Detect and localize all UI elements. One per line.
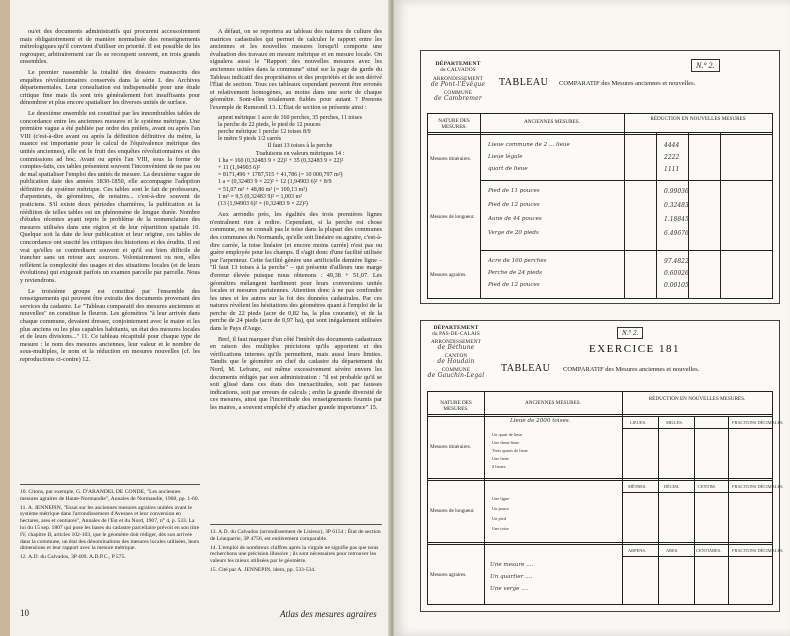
paragraph: Aux arrondis près, les égalités des trois premières lignes n'entraînent rien à redire. Cependant, si la perche est chose commune, on ne connaît pas le toise dans la plupart des communes des communes du Normands, qu'elle soit linéaire ou agraire, c'est-à-dire carrée, la toise linéaire (et encore moins carrée) n'est pas ou guère employée pour les champs. Il s'agit donc d'une facilité utilisée par l'arpenteur. Cette facilité génère une artificielle demière ligne – "Il faut 13 toises à la perche" – qui présente d'ailleurs une marge d'erreur élevée puisque nous obtenons : 49,38 + 51,07. Les géomètres mélangent hardiment pour leurs conversions unités locales et mesures parisiennes. Attention donc à ne pas confondre les unes et les autres sur la foi des données cadastrales. Par ces natures révèlent les hésitations des géomètres quant à l'emploi de la perche de 22 pieds (acre de 0,82 ha, la plus courante), et de la perche de 24 pieds (acre de 0,97 ha), qui sont inégalement utilisées dans le Pays d'Auge.: [210, 211, 382, 333]
measure-value: 2222: [664, 154, 680, 161]
subheader: ARPENS.: [628, 548, 646, 553]
header-reduction: RÉDUCTION EN NOUVELLES MESURES: [650, 116, 746, 122]
arrondissement-value: de Pont-l'Évêque: [430, 81, 486, 88]
paragraph: Bref, il faut marquer d'un côté l'intérêt des documents cadastraux en raison des multiples précisions qu'ils apportent et des vérifications internes qu'ils permettent, mais aussi leurs limites. Tandis que le géomètre en chef du cadastre du département du Nord, M. Lefranc, est même excessivement sévère envers les documents rédigés par son administration : "il est probable qu'il se soit glissé dans ces états des inexactitudes, soit par fausses indications, soit par erreurs de calculs ; enfin la grande diversité de ces mesures, ainsi que l'incertitude des renseignements fournis par les maires, a souvent empêché d'y attacher grande importance" 15.: [210, 335, 382, 412]
measure-name: Perche de 24 pieds: [488, 270, 543, 276]
measure-value: 0.32483: [664, 202, 689, 209]
formula-line: 1 ha = 160 (0,32483 9 × 22)² + 35 (0,32483 9 × 22)²: [218, 157, 344, 164]
commune-label: COMMUNE: [441, 367, 471, 373]
measure-name: Lieue commune de 2 ... lieue: [488, 142, 570, 148]
subheader: FRACTIONS DÉCIMALES.: [732, 548, 784, 553]
canton-value: de Houdain: [437, 358, 475, 365]
subheader: LIEUES.: [630, 420, 647, 425]
group-agraires: Mesures agraires.: [430, 572, 467, 578]
arrondissement-label: ARRONDISSEMENT: [430, 339, 482, 345]
measure-name: Un pouce: [492, 506, 509, 511]
formula-line: le mètre 9 pieds 1/2 carrés: [218, 136, 282, 143]
group-itineraires: Mesures itinéraires.: [430, 156, 471, 162]
formula-line: la perche de 22 pieds, le pied de 12 pouces: [218, 121, 321, 128]
subheader: ARES.: [666, 548, 679, 553]
measure-name: Un quartier ....: [490, 574, 533, 580]
measure-value: 97.4822: [664, 258, 689, 265]
measure-name: Lieue légale: [488, 154, 523, 160]
admin-header: [425, 325, 487, 379]
measure-name: Aune de 44 pouces: [488, 216, 542, 222]
footnote: 10. Citons, par exemple, G. D'ARANDEL DE CONDE, "Les anciennes mesures agraires de Haute-Normandie", Annales de Normandie, 1968, pp. 1-60.: [20, 489, 200, 502]
measure-name: Une lieue: [492, 456, 509, 461]
header-reduction: RÉDUCTION EN NOUVELLES MESURES.: [648, 396, 746, 402]
canton-label: CANTON: [444, 353, 468, 359]
footnote: 11. A. JENNEPIN, "Essai sur les anciennes mesures agraires unitées avant le système métrique dans l'arrondissement d'Avesnes et leur conversion en hectares, ares et centiares", Annales de l'Est et du Nord, 1907, n° 4, p. 533. La loi du 15 sep. 1807 qui pose les bases du cadastre parcellaire prévoit en son titre IV, chapitre II, articles 102-103, que le géomètre doit rédiger, dès son arrivée dans la commune, un état des dénominations des mesures locales utilisées, leurs dimensions et leur rapport avec la mesure métrique.: [20, 504, 200, 552]
paragraph: Le troisième groupe est constitué par l'ensemble des renseignements qui peuvent être extraits des documents provenant des services du cadastre. Le "Tableau comparatif des mesures anciennes et nouvelles" en constitue le fleuron. Les géomètres "à leur arrivée dans chaque commune, devaient dresser, conjointement avec le maire et les plus anciens ou les plus capables habitants, un état des mesures locales et de leurs divisions..." 11. Ce tableau récapitulé pour chaque type de mesure : le nom des mesures anciennes, leur valeur et le nombre de sous-multiples, le nom et la réduction en mesures nouvelles (cf. les reproductions ci-contre) 12.: [20, 287, 200, 363]
group-longueur: Mesures de longueur.: [430, 508, 475, 514]
page-number: 10: [20, 608, 29, 618]
admin-header: [427, 61, 489, 102]
measure-name: Une ligne: [492, 496, 510, 501]
subheader: MILLES.: [666, 420, 683, 425]
lieue-definition: Lieue de 2000 toises.: [510, 418, 571, 424]
measure-name: Pied de 11 pouces: [488, 188, 540, 194]
book-spread: [10, 0, 790, 636]
right-page: [394, 0, 790, 636]
footnotes-left: [20, 484, 200, 563]
subheader: CENTIARES.: [696, 548, 722, 553]
group-longueur: Mesures de longueur.: [430, 214, 475, 220]
exercice-label: EXERCICE 181: [589, 343, 681, 355]
footnote: 15. Cité par A. JENNEPIN, idem, pp. 533-534.: [210, 566, 316, 573]
formula-line: 1 m² = 9,5 (0,32483 9)² = 1,003 m²: [218, 193, 302, 200]
measures-table: [427, 391, 784, 605]
footnote: 13. A.D. du Calvados (arrondissement de Lisieux), 3P 6154 ; État de section de Léaupartie, 3P 4756, est entièrement comparable.: [210, 529, 381, 542]
measure-name: Une mesure ....: [490, 562, 534, 568]
formula-line: + 11 (1,94903 6)²: [218, 164, 260, 171]
table-title: TABLEAU: [499, 77, 549, 88]
header-nature: NATURE DES MESURES.: [438, 118, 470, 130]
formula-line: = 51,07 m² + 48,86 m² (= 100,13 m²): [218, 186, 308, 193]
subheader: DÉCIM.: [664, 484, 680, 489]
measure-name: quart de lieue: [488, 166, 528, 172]
subheader: FRACTIONS DÉCIMALES.: [732, 484, 784, 489]
table-number-badge: N.° 2.: [691, 59, 720, 72]
cadastral-table-pas-de-calais: [420, 320, 784, 612]
footnotes-right: [210, 524, 382, 576]
department-value: du CALVADOS: [440, 67, 476, 73]
department-label: DÉPARTEMENT: [435, 61, 481, 67]
department-value: du PAS-DE-CALAIS: [432, 331, 480, 337]
measure-name: Une verge ....: [490, 586, 529, 592]
footnote: 14. L'emploi de nombreux chiffres après la virgule ne signifie pas que nous recherchons une précision illusoire ; ils sont nécessaires pour retrouver les valeurs les mieux utilisées par le géomètre.: [210, 544, 379, 565]
measure-value: 1.18845: [664, 216, 689, 223]
measure-name: Pied de 12 pouces: [488, 202, 540, 208]
measure-name: Un pied: [492, 516, 507, 521]
header-anciennes: ANCIENNES MESURES.: [524, 119, 580, 125]
conversion-formula: [218, 115, 382, 209]
arrondissement-label: ARRONDISSEMENT: [432, 76, 484, 82]
paragraph: ou/et des documents administratifs qui procurent accessoirement mais obligatoirement et de manière normalisée des renseignements métrologiques qu'il convient d'utiliser en priorité. Il est possible de les regrouper, arbitrairement car ils se recoupent souvent, en trois grands ensembles.: [20, 28, 200, 66]
formula-line: = 8171,496 + 1787,515 + 41,786 (= 10 000,797 m²): [218, 172, 343, 179]
text-column-right: [210, 28, 382, 415]
header-nature: NATURE DES MESURES.: [440, 400, 472, 412]
measure-name: 2 lieues: [492, 464, 506, 469]
table-subtitle: COMPARATIF des Mesures anciennes et nouvelles.: [563, 366, 700, 373]
header-anciennes: ANCIENNES MESURES.: [525, 400, 581, 406]
table-subtitle: COMPARATIF des Mesures anciennes et nouvelles.: [559, 80, 696, 87]
paragraph: A défaut, on se reportera au tableau des natures de culture des matrices cadastrales qui permet de calculer le rapport entre les anciennes et les nouvelles mesures lorsqu'il comporte une évaluation des travaux en mesure métrique et en mesure locale. On signalera aussi le "Rapport des nouvelles mesures avec les anciennes usitées dans la commune" situé sur la page de garde du Tableau indicatif des propriétaires et des propriétés et de son dérivé l'État de section. Tous ces tableaux cependant peuvent être erronés et relativement homogènes, au moins dans une sorte de chaque géomètre. Sont-elles totalement fiables pour autant ? Prenons l'exemple de Rumesnil 13. L'État de section se présente ainsi :: [210, 28, 382, 111]
measure-name: Trois quarts de lieue: [492, 448, 528, 453]
table-title: TABLEAU: [501, 363, 551, 374]
running-footer-title: Atlas des mesures agraires: [280, 609, 377, 619]
formula-line: Il faut 13 toises à la perche: [267, 143, 333, 150]
measure-value: 6.49676: [664, 230, 689, 237]
measure-value: 1111: [664, 166, 680, 173]
measure-name: Une toise: [492, 526, 509, 531]
formula-line: (13 (1,94903 6)² = (0,32483 9 × 22)²): [218, 200, 308, 207]
commune-value: de Cambremer: [434, 95, 482, 102]
measure-value: 0.00105: [664, 282, 689, 289]
formula-line: Traduisons en valeurs métriques 14 :: [255, 150, 345, 157]
subheader: FRACTIONS DÉCIMALES.: [732, 420, 784, 425]
group-agraires: Mesures agraires.: [430, 272, 467, 278]
cadastral-table-calvados: [420, 50, 780, 304]
measure-name: Une demi-lieue: [492, 440, 520, 445]
table-number-badge: N.° 2.: [617, 327, 643, 339]
measures-table: [427, 113, 773, 299]
measure-value: 0.60926: [664, 270, 689, 277]
commune-label: COMMUNE: [443, 90, 473, 96]
measure-name: Verge de 20 pieds: [488, 230, 539, 236]
subheader: MÈTRES.: [628, 484, 647, 489]
footnote: 12. A.D. du Calvados, 3P 409. A.D.P.C., P 575.: [20, 554, 126, 561]
formula-line: arpent métrique 1 acre de 160 perches, 35 perches, 11 toises: [218, 114, 363, 121]
paragraph: Le premier rassemble la totalité des dossiers manuscrits des enquêtes révolutionnaires conservés dans la série L des Archives départementales. Leur consultation est indispensable pour une étude critique fine mais ils sont très généralement fort insuffisants pour dénombrer et plus encore spatialiser les diverses unités de surface.: [20, 68, 200, 107]
commune-value: de Gauchin-Legal: [427, 372, 485, 379]
left-page: [10, 0, 390, 636]
group-itineraires: Mesures itinéraires.: [430, 444, 471, 450]
measure-name: Pied de 12 pouces: [488, 282, 540, 288]
subheader: CENTIM.: [698, 484, 716, 489]
measure-value: 0.99036: [664, 188, 689, 195]
formula-line: perche métrique 1 perche 12 toises 8/9: [218, 128, 311, 135]
paragraph: Le deuxième ensemble est constitué par les innombrables tables de concordance entre les anciennes mesures et le système métrique. Une première vague a été publiée par ordre des préfets, avant ou après l'an VIII (c'est-à-dire avant ou après la définition définitive du mètre, la nuance est importante pour le calcul de l'équivalence métrique des unités anciennes), elle est le fruit des enquêtes révolutionnaires et des commissions ad hoc. Avant ou après l'an VIII, sous la forme de comptes-faits, ces tables présentent souvent l'inconvénient de ne pas ou de mal spatialiser l'emploi des unités de mesure. La deuxième vague de publication date des années 1830-1850, elle accompagne l'adoption définitive du système métrique. Ces tables sont le fait de professeurs, d'arpenteurs, de géomètres, de notaires... c'est-à-dire souvent de praticiens. S'il existe deux périodes charnières, la publication et la réédition de telles tables est un phénomène de longue durée. Nombre d'études récentes ayant repris le problème de la nomenclature des mesures utilisées dans une région et de leur répartition spatiale 10. Quelque soit la date de leur publication et leur origine, ces tables de concordance ont suscité les critiques des historiens et des érudits. Il est vrai qu'elles se contredisent souvent et qu'il est bien difficile de trancher sans un retour aux sources. Volontairement ou non, elles reflètent la complexité des usages et des situations locales (et de leurs évolutions) qui exigerait parfois un examen parcelle par parcelle. Nous y reviendrons.: [20, 109, 200, 284]
formula-line: 1 a = (0,32483 9 × 22)² + 12 (1,94903 6)² + 8/9: [218, 179, 332, 186]
measure-name: Un quart de lieue: [492, 432, 523, 437]
measure-name: Acre de 160 perches: [488, 258, 547, 264]
measure-value: 4444: [664, 142, 680, 149]
text-column-left: [20, 28, 200, 367]
arrondissement-value: de Béthune: [437, 344, 475, 351]
department-label: DÉPARTEMENT: [433, 325, 479, 331]
